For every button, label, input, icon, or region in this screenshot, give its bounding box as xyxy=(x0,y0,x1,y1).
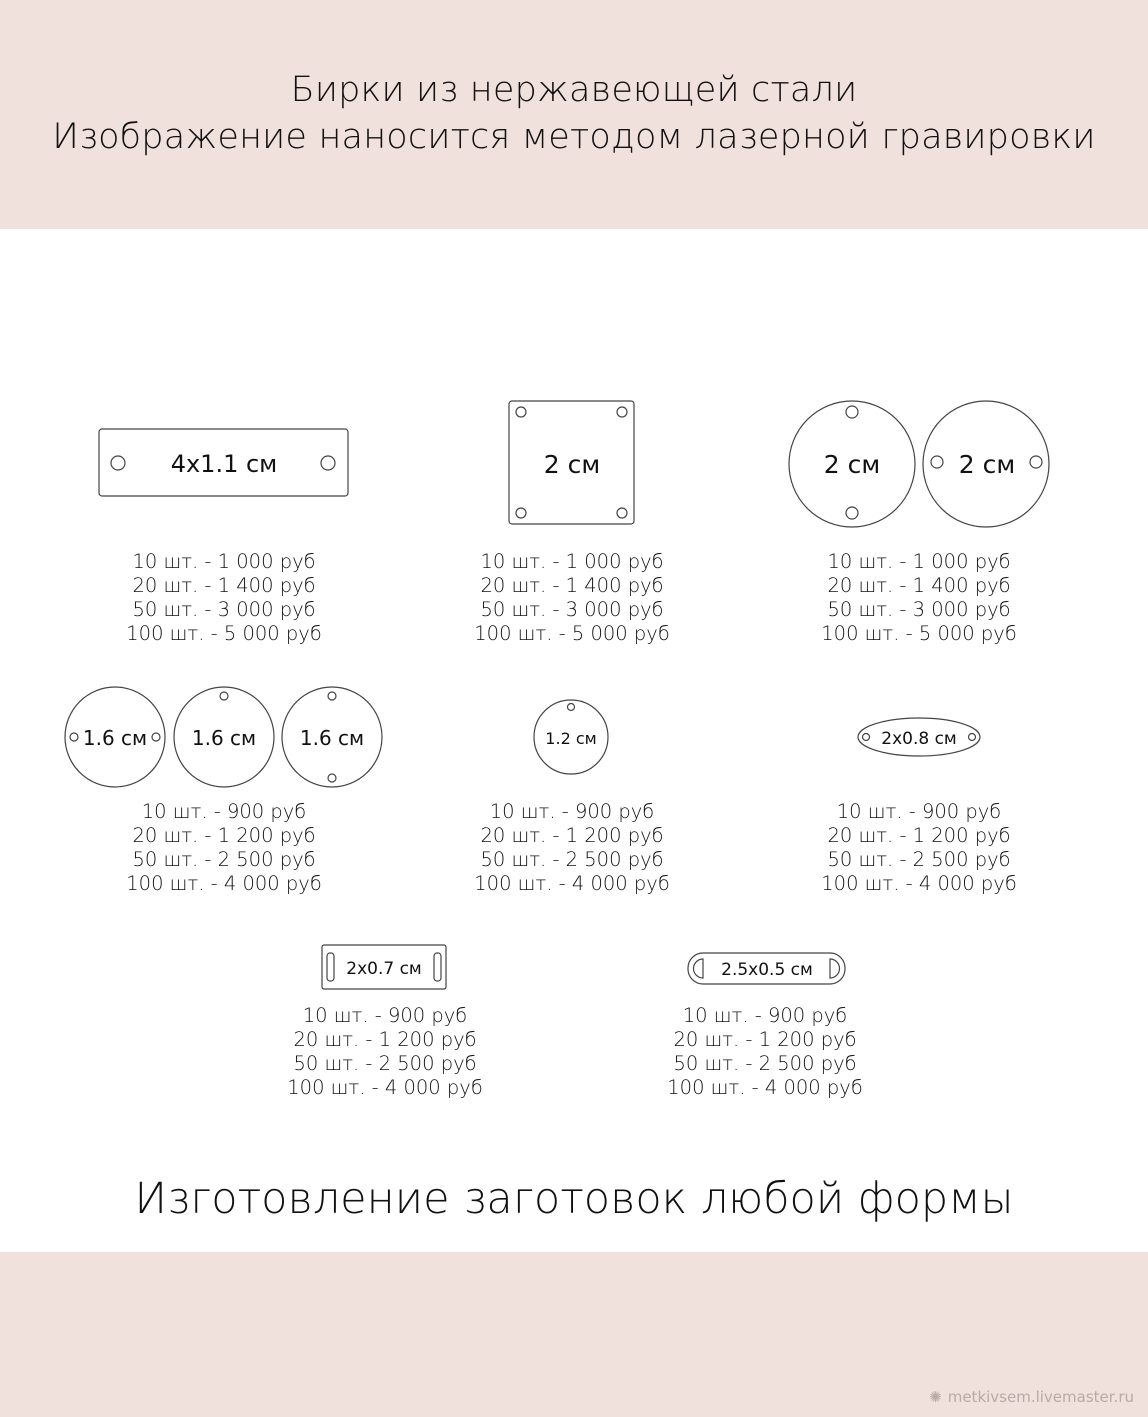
price-row: 50 шт. - 2 500 руб xyxy=(827,848,1011,871)
price-row: 10 шт. - 1 000 руб xyxy=(480,550,664,573)
tag-size-label: 1.6 см xyxy=(82,726,148,750)
tag-size-label: 2x0.8 см xyxy=(881,729,957,749)
tag-size-label: 2 см xyxy=(543,450,601,479)
tag-size-label: 1.2 см xyxy=(545,729,597,748)
price-row: 20 шт. - 1 200 руб xyxy=(480,824,664,847)
tag-size-label: 2x0.7 см xyxy=(346,959,422,979)
header-title-line2: Изображение наносится методом лазерной гравировки xyxy=(52,117,1096,157)
tag-circle-1.2cm xyxy=(533,699,611,777)
price-row: 10 шт. - 900 руб xyxy=(141,800,307,823)
price-row: 50 шт. - 2 500 руб xyxy=(293,1052,477,1075)
price-list xyxy=(260,1004,510,1100)
tag-circles-2cm xyxy=(788,400,1050,530)
tag-square-2cm xyxy=(508,400,636,526)
tag-slotted-2x0.7 xyxy=(321,944,448,992)
tag-size-label: 1.6 см xyxy=(299,726,365,750)
tag-oval-2x0.8 xyxy=(857,717,983,759)
tag-size-label: 2 см xyxy=(958,450,1016,479)
footer-title: Изготовление заготовок любой формы xyxy=(134,1174,1014,1224)
price-row: 20 шт. - 1 200 руб xyxy=(673,1028,857,1051)
price-row: 100 шт. - 5 000 руб xyxy=(821,622,1017,645)
price-list xyxy=(640,1004,890,1100)
header-band xyxy=(0,0,1148,229)
watermark xyxy=(929,1388,1134,1406)
price-row: 50 шт. - 2 500 руб xyxy=(132,848,316,871)
tag-size-label: 1.6 см xyxy=(191,726,257,750)
watermark-text: metkivsem.livemaster.ru xyxy=(947,1388,1134,1406)
price-row: 50 шт. - 2 500 руб xyxy=(673,1052,857,1075)
price-list xyxy=(447,800,697,896)
price-list xyxy=(794,550,1044,646)
tag-size-label: 2 см xyxy=(823,450,881,479)
price-list xyxy=(99,800,349,896)
price-row: 20 шт. - 1 400 руб xyxy=(827,574,1011,597)
tag-size-label: 2.5x0.5 см xyxy=(721,960,813,980)
tag-circles-1.6cm xyxy=(64,686,384,788)
price-row: 10 шт. - 900 руб xyxy=(682,1004,848,1027)
price-row: 100 шт. - 5 000 руб xyxy=(126,622,322,645)
tag-strip-2.5x0.5 xyxy=(687,952,847,986)
price-row: 10 шт. - 1 000 руб xyxy=(827,550,1011,573)
tag-rectangle-4x1.1 xyxy=(98,428,350,498)
price-row: 100 шт. - 4 000 руб xyxy=(287,1076,483,1099)
price-row: 10 шт. - 900 руб xyxy=(836,800,1002,823)
price-row: 100 шт. - 4 000 руб xyxy=(821,872,1017,895)
price-row: 20 шт. - 1 200 руб xyxy=(293,1028,477,1051)
price-row: 20 шт. - 1 400 руб xyxy=(480,574,664,597)
price-row: 100 шт. - 4 000 руб xyxy=(126,872,322,895)
price-list xyxy=(794,800,1044,896)
price-list xyxy=(99,550,349,646)
sun-logo-icon: ✺ xyxy=(929,1388,942,1406)
price-row: 10 шт. - 900 руб xyxy=(302,1004,468,1027)
price-row: 20 шт. - 1 200 руб xyxy=(827,824,1011,847)
header-title-line1: Бирки из нержавеющей стали xyxy=(290,70,858,110)
tag-size-label: 4x1.1 см xyxy=(170,450,278,478)
price-row: 50 шт. - 3 000 руб xyxy=(827,598,1011,621)
price-row: 50 шт. - 2 500 руб xyxy=(480,848,664,871)
price-row: 100 шт. - 4 000 руб xyxy=(474,872,670,895)
price-list xyxy=(447,550,697,646)
price-row: 10 шт. - 1 000 руб xyxy=(132,550,316,573)
price-row: 100 шт. - 5 000 руб xyxy=(474,622,670,645)
price-row: 20 шт. - 1 200 руб xyxy=(132,824,316,847)
price-row: 50 шт. - 3 000 руб xyxy=(480,598,664,621)
price-row: 10 шт. - 900 руб xyxy=(489,800,655,823)
price-row: 100 шт. - 4 000 руб xyxy=(667,1076,863,1099)
price-row: 20 шт. - 1 400 руб xyxy=(132,574,316,597)
price-row: 50 шт. - 3 000 руб xyxy=(132,598,316,621)
